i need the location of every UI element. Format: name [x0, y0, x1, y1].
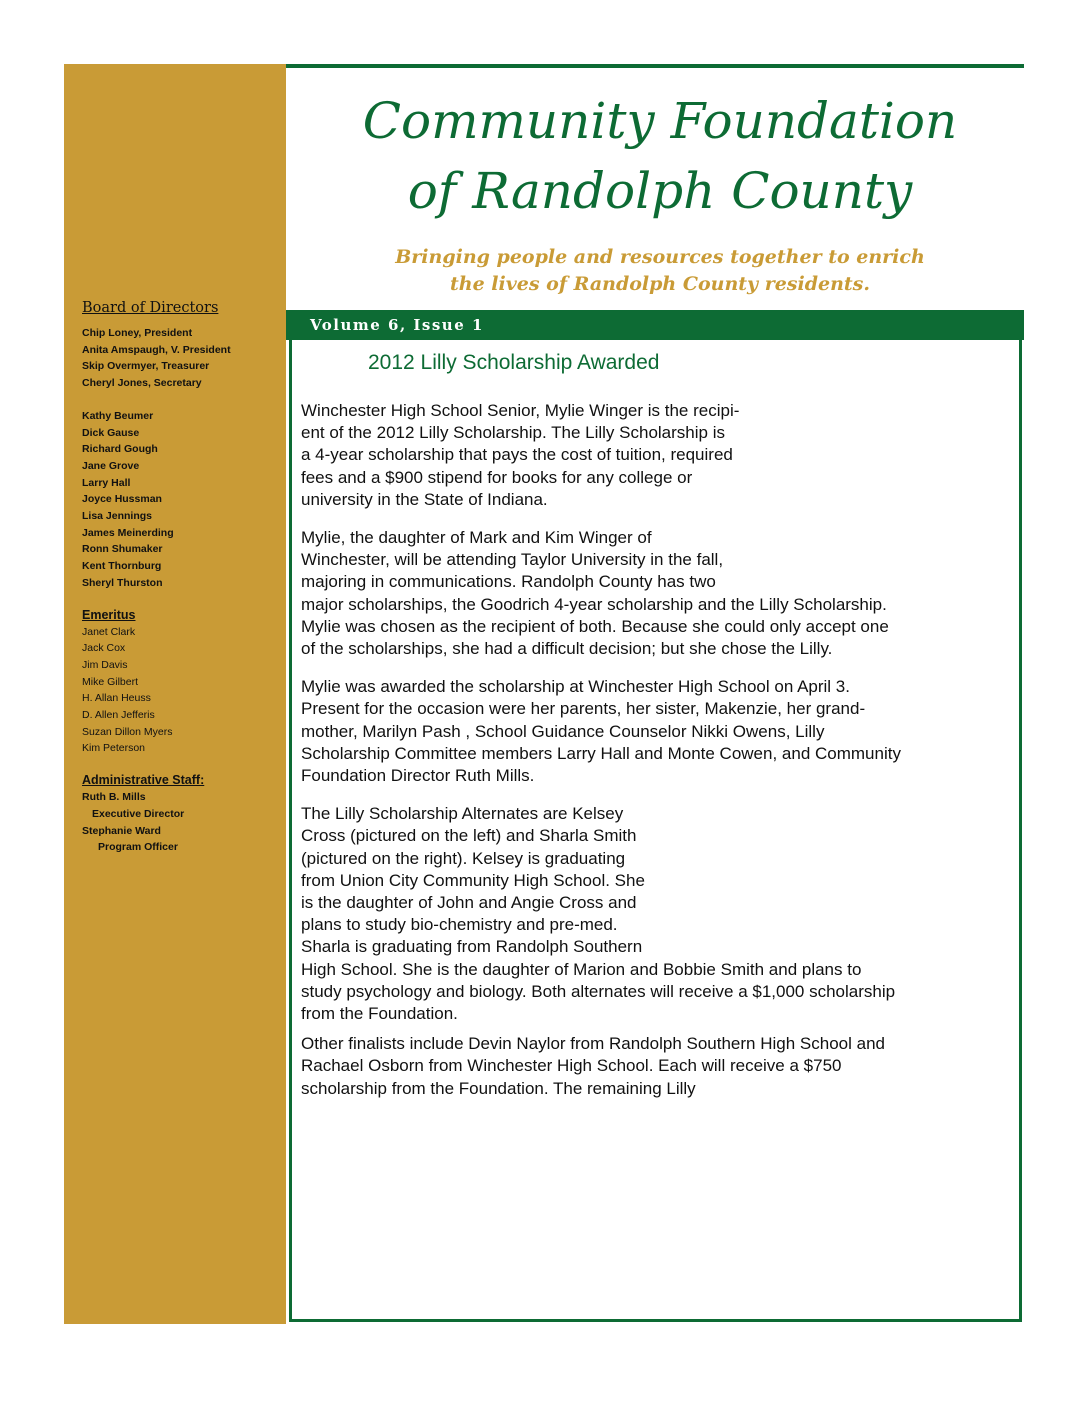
- article-line: High School. She is the daughter of Marion and Bobbie Smith and plans to: [301, 959, 862, 979]
- article-paragraph: [301, 676, 1011, 787]
- article-line: Mylie was chosen as the recipient of both. Because she could only accept one: [301, 616, 889, 636]
- article-body: [301, 400, 1011, 1116]
- top-rule: [286, 64, 1024, 68]
- article-line: from the Foundation.: [301, 1004, 458, 1024]
- emeritus-heading: Emeritus: [82, 607, 136, 622]
- article-line: Present for the occasion were her parents, her sister, Makenzie, her grand-: [301, 699, 866, 719]
- article-line: from Union City Community High School. She: [301, 870, 645, 890]
- masthead-title-line-1: Community Foundation: [362, 92, 958, 150]
- emeritus-item: Jim Davis: [82, 658, 128, 671]
- article-line: mother, Marilyn Pash , School Guidance Counselor Nikki Owens, Lilly: [301, 721, 825, 741]
- staff-heading: Administrative Staff:: [82, 773, 205, 788]
- member-item: James Meinerding: [82, 526, 174, 539]
- article-line: majoring in communications. Randolph County has two: [301, 572, 716, 592]
- article-line: university in the State of Indiana.: [301, 489, 548, 509]
- article-line: is the daughter of John and Angie Cross and: [301, 893, 637, 913]
- article-line: major scholarships, the Goodrich 4-year scholarship and the Lilly Scholarship.: [301, 594, 887, 614]
- article-line: study psychology and biology. Both alternates will receive a $1,000 scholarship: [301, 981, 896, 1001]
- masthead-title-line-2: of Randolph County: [407, 162, 913, 220]
- tagline-line-2: the lives of Randolph County residents.: [449, 273, 870, 295]
- member-item: Lisa Jennings: [82, 510, 153, 523]
- article-line: of the scholarships, she had a difficult decision; but she chose the Lilly.: [301, 639, 833, 659]
- article-line: Rachael Osborn from Winchester High School. Each will receive a $750: [301, 1056, 842, 1076]
- emeritus-item: Janet Clark: [82, 625, 136, 638]
- emeritus-item: Kim Peterson: [82, 742, 146, 755]
- article-line: Sharla is graduating from Randolph Southern: [301, 937, 643, 957]
- emeritus-item: Jack Cox: [82, 642, 126, 655]
- masthead-title: [300, 86, 1020, 226]
- member-item: Dick Gause: [82, 426, 140, 439]
- article-line: The Lilly Scholarship Alternates are Kelsey: [301, 804, 624, 824]
- member-item: Kathy Beumer: [82, 409, 154, 422]
- article-line: a 4-year scholarship that pays the cost of tuition, required: [301, 445, 733, 465]
- article-line: Foundation Director Ruth Mills.: [301, 766, 535, 786]
- article-line: scholarship from the Foundation. The remaining Lilly: [301, 1078, 696, 1098]
- members-list: [82, 408, 282, 592]
- officer-item: Anita Amspaugh, V. President: [82, 343, 231, 356]
- staff-list: [82, 789, 282, 856]
- tagline-line-1: Bringing people and resources together to enrich: [395, 246, 925, 268]
- member-item: Richard Gough: [82, 443, 158, 456]
- article-line: Other finalists include Devin Naylor from Randolph Southern High School and: [301, 1034, 885, 1054]
- emeritus-item: H. Allan Heuss: [82, 692, 151, 705]
- article-paragraph: [301, 527, 1011, 660]
- member-item: Joyce Hussman: [82, 493, 162, 506]
- staff-item: Ruth B. Mills: [82, 791, 146, 804]
- issue-bar: Volume 6, Issue 1: [286, 310, 1024, 340]
- member-item: Kent Thornburg: [82, 560, 162, 573]
- officer-item: Skip Overmyer, Treasurer: [82, 360, 210, 373]
- board-of-directors: [82, 300, 282, 872]
- member-item: Ronn Shumaker: [82, 543, 163, 556]
- member-item: Larry Hall: [82, 476, 131, 489]
- member-item: Sheryl Thurston: [82, 576, 163, 589]
- emeritus-item: Mike Gilbert: [82, 675, 139, 688]
- masthead-tagline: [300, 244, 1020, 298]
- emeritus-list: [82, 624, 282, 758]
- officer-item: Cheryl Jones, Secretary: [82, 377, 202, 390]
- board-heading: Board of Directors: [82, 300, 219, 316]
- article-line: ent of the 2012 Lilly Scholarship. The Lilly Scholarship is: [301, 423, 725, 443]
- officers-list: [82, 325, 282, 392]
- member-item: Jane Grove: [82, 459, 140, 472]
- article-line: Mylie was awarded the scholarship at Winchester High School on April 3.: [301, 677, 850, 697]
- article-line: Cross (pictured on the left) and Sharla Smith: [301, 826, 637, 846]
- article-line: (pictured on the right). Kelsey is graduating: [301, 848, 626, 868]
- staff-item: Program Officer: [98, 841, 178, 854]
- article-line: plans to study bio-chemistry and pre-med.: [301, 915, 618, 935]
- emeritus-item: Suzan Dillon Myers: [82, 725, 173, 738]
- article-line: Mylie, the daughter of Mark and Kim Winger of: [301, 528, 652, 548]
- staff-item: Stephanie Ward: [82, 824, 161, 837]
- staff-item: Executive Director: [92, 807, 185, 820]
- emeritus-item: D. Allen Jefferis: [82, 709, 155, 722]
- article-line: Scholarship Committee members Larry Hall and Monte Cowen, and Community: [301, 743, 901, 763]
- article-line: Winchester, will be attending Taylor University in the fall,: [301, 550, 724, 570]
- article-line: fees and a $900 stipend for books for any college or: [301, 467, 693, 487]
- officer-item: Chip Loney, President: [82, 327, 193, 339]
- article-paragraph: [301, 1033, 1011, 1100]
- article-line: Winchester High School Senior, Mylie Winger is the recipi-: [301, 401, 740, 420]
- article-title: 2012 Lilly Scholarship Awarded: [368, 351, 660, 374]
- article-paragraph: [301, 400, 1011, 511]
- article-paragraph: [301, 803, 1011, 1025]
